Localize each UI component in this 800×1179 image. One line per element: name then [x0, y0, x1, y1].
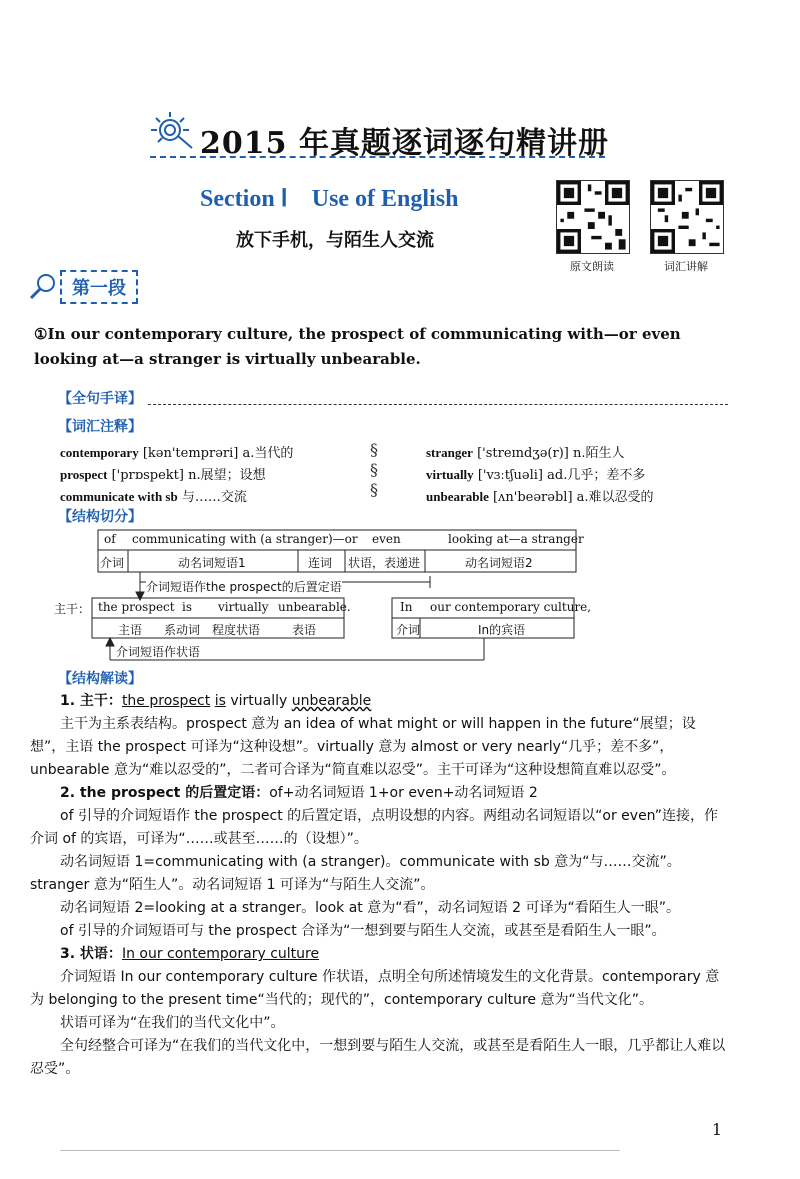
analysis-paragraph: 全句经整合可译为“在我们的当代文化中，一想到要与陌生人交流，或甚至是看陌生人一眼，几乎都让人难以忍受”。: [30, 1038, 726, 1077]
phrase: virtually: [230, 693, 288, 709]
diagram-role: 状语，表递进: [348, 556, 421, 570]
diagram-note: 介词短语作状语: [116, 645, 201, 659]
page-title: 2015 年真题逐词逐句精讲册: [200, 126, 609, 161]
underlined-phrase: is: [214, 693, 226, 709]
main-clause-label: 主干：: [54, 602, 91, 616]
diagram-word: our contemporary culture,: [430, 600, 592, 614]
sentence-text: In our contemporary culture, the prospect of communicating with—or even looking at—a stranger is virtually unbearable.: [34, 325, 681, 368]
vocab-def: [kən'temprəri] a.当代的: [142, 446, 294, 461]
vocab-def: ['vɜːtʃuəli] ad.几乎；差不多: [477, 468, 646, 483]
vocab-def: ['streɪndʒə(r)] n.陌生人: [477, 446, 625, 461]
point-heading: 1. 主干：: [60, 693, 122, 709]
point-heading: 2. the prospect 的后置定语：: [60, 785, 270, 801]
analysis-paragraph: 介词短语 In our contemporary culture 作状语，点明全句所述情境发生的文化背景。contemporary 意为 belonging to the present time“当代的；现代的”，contemporary culture 意为“当代文化”。: [30, 969, 720, 1008]
analysis-paragraph: of 引导的介词短语可与 the prospect 合译为“一想到要与陌生人交流，或甚至是看陌生人一眼”。: [60, 923, 666, 939]
underlined-phrase: unbearable: [291, 693, 372, 709]
page-number: 1: [711, 1120, 722, 1139]
passage-subtitle: 放下手机，与陌生人交流: [236, 230, 434, 251]
diagram-word: virtually: [218, 600, 269, 614]
sentence-number: ①: [34, 325, 48, 343]
analysis-label: 【结构解读】: [58, 671, 142, 687]
point-formula: of+动名词短语 1+or even+动名词短语 2: [269, 785, 538, 801]
diagram-role: 动名词短语2: [465, 556, 533, 570]
diagram-role: 动名词短语1: [178, 556, 246, 570]
vocab-word: prospect: [60, 467, 108, 482]
diagram-note: 介词短语作the prospect的后置定语: [146, 580, 342, 594]
analysis-paragraph: 主干为主系表结构。prospect 意为 an idea of what might or will happen in the future“展望；设想”，主语 the prospect 可译为“这种设想”。virtually 意为 almost or very nearly“几乎；差不多”，unbearable 意为“难以忍受的”，二者可合译为“简直难以忍受”。主干可译为“这种设想简直难以忍受”。: [30, 716, 696, 778]
diagram-role: 主语: [118, 623, 143, 637]
diagram-role: 系动词: [164, 623, 201, 637]
diagram-word: unbearable.: [278, 600, 351, 614]
vocab-def: 与……交流: [181, 490, 247, 505]
analysis-body: [30, 690, 730, 1081]
analysis-paragraph: 状语可译为“在我们的当代文化中”。: [60, 1015, 285, 1031]
diagram-word: the prospect: [98, 600, 175, 614]
section-heading: Section Ⅰ Use of English: [200, 186, 459, 212]
vocab-word: stranger: [426, 445, 473, 460]
vocab-column-divider: § § §: [370, 440, 378, 499]
analysis-paragraph: 动名词短语 2=looking at a stranger。look at 意为“看”，动名词短语 2 可译为“看陌生人一眼”。: [60, 900, 681, 916]
structure-label: 【结构切分】: [58, 509, 142, 525]
underlined-phrase: the prospect: [121, 693, 211, 709]
diagram-word: is: [182, 600, 192, 614]
analysis-paragraph: of 引导的介词短语作 the prospect 的后置定语，点明设想的内容。两组动名词短语以“or even”连接，作介词 of 的宾语，可译为“……或甚至……的（设想）”。: [30, 808, 719, 847]
vocab-label: 【词汇注释】: [58, 419, 142, 435]
diagram-role: 表语: [292, 623, 317, 637]
analysis-paragraph: 动名词短语 1=communicating with (a stranger)。communicate with sb 意为“与……交流”。stranger 意为“陌生人”。动名词短语 1 可译为“与陌生人交流”。: [30, 854, 681, 893]
vocab-word: unbearable: [426, 489, 489, 504]
qr-label-vocab: 词汇讲解: [664, 260, 708, 273]
diagram-word: communicating with (a stranger)—or: [132, 532, 358, 546]
diagram-role: 连词: [308, 556, 333, 570]
vocab-def: ['prɒspekt] n.展望；设想: [111, 468, 266, 483]
diagram-word: In: [400, 600, 413, 614]
diagram-role: 程度状语: [212, 623, 261, 637]
paragraph-label: 第一段: [60, 270, 138, 304]
diagram-role: In的宾语: [478, 623, 526, 637]
vocab-word: virtually: [426, 467, 474, 482]
diagram-word: of: [104, 532, 116, 546]
underlined-phrase: In our contemporary culture: [121, 946, 320, 962]
point-heading: 3. 状语：: [60, 946, 122, 962]
qr-label-audio: 原文朗读: [570, 260, 614, 273]
translation-label: 【全句手译】: [58, 391, 142, 407]
diagram-role: 介词: [100, 556, 125, 570]
diagram-role: 介词: [396, 623, 421, 637]
vocab-word: communicate with sb: [60, 489, 178, 504]
vocab-word: contemporary: [60, 445, 139, 460]
diagram-word: even: [372, 532, 401, 546]
footer-rule: [60, 1150, 620, 1151]
vocab-def: [ʌn'beərəbl] a.难以忍受的: [492, 490, 654, 505]
diagram-word: looking at—a stranger: [448, 532, 584, 546]
